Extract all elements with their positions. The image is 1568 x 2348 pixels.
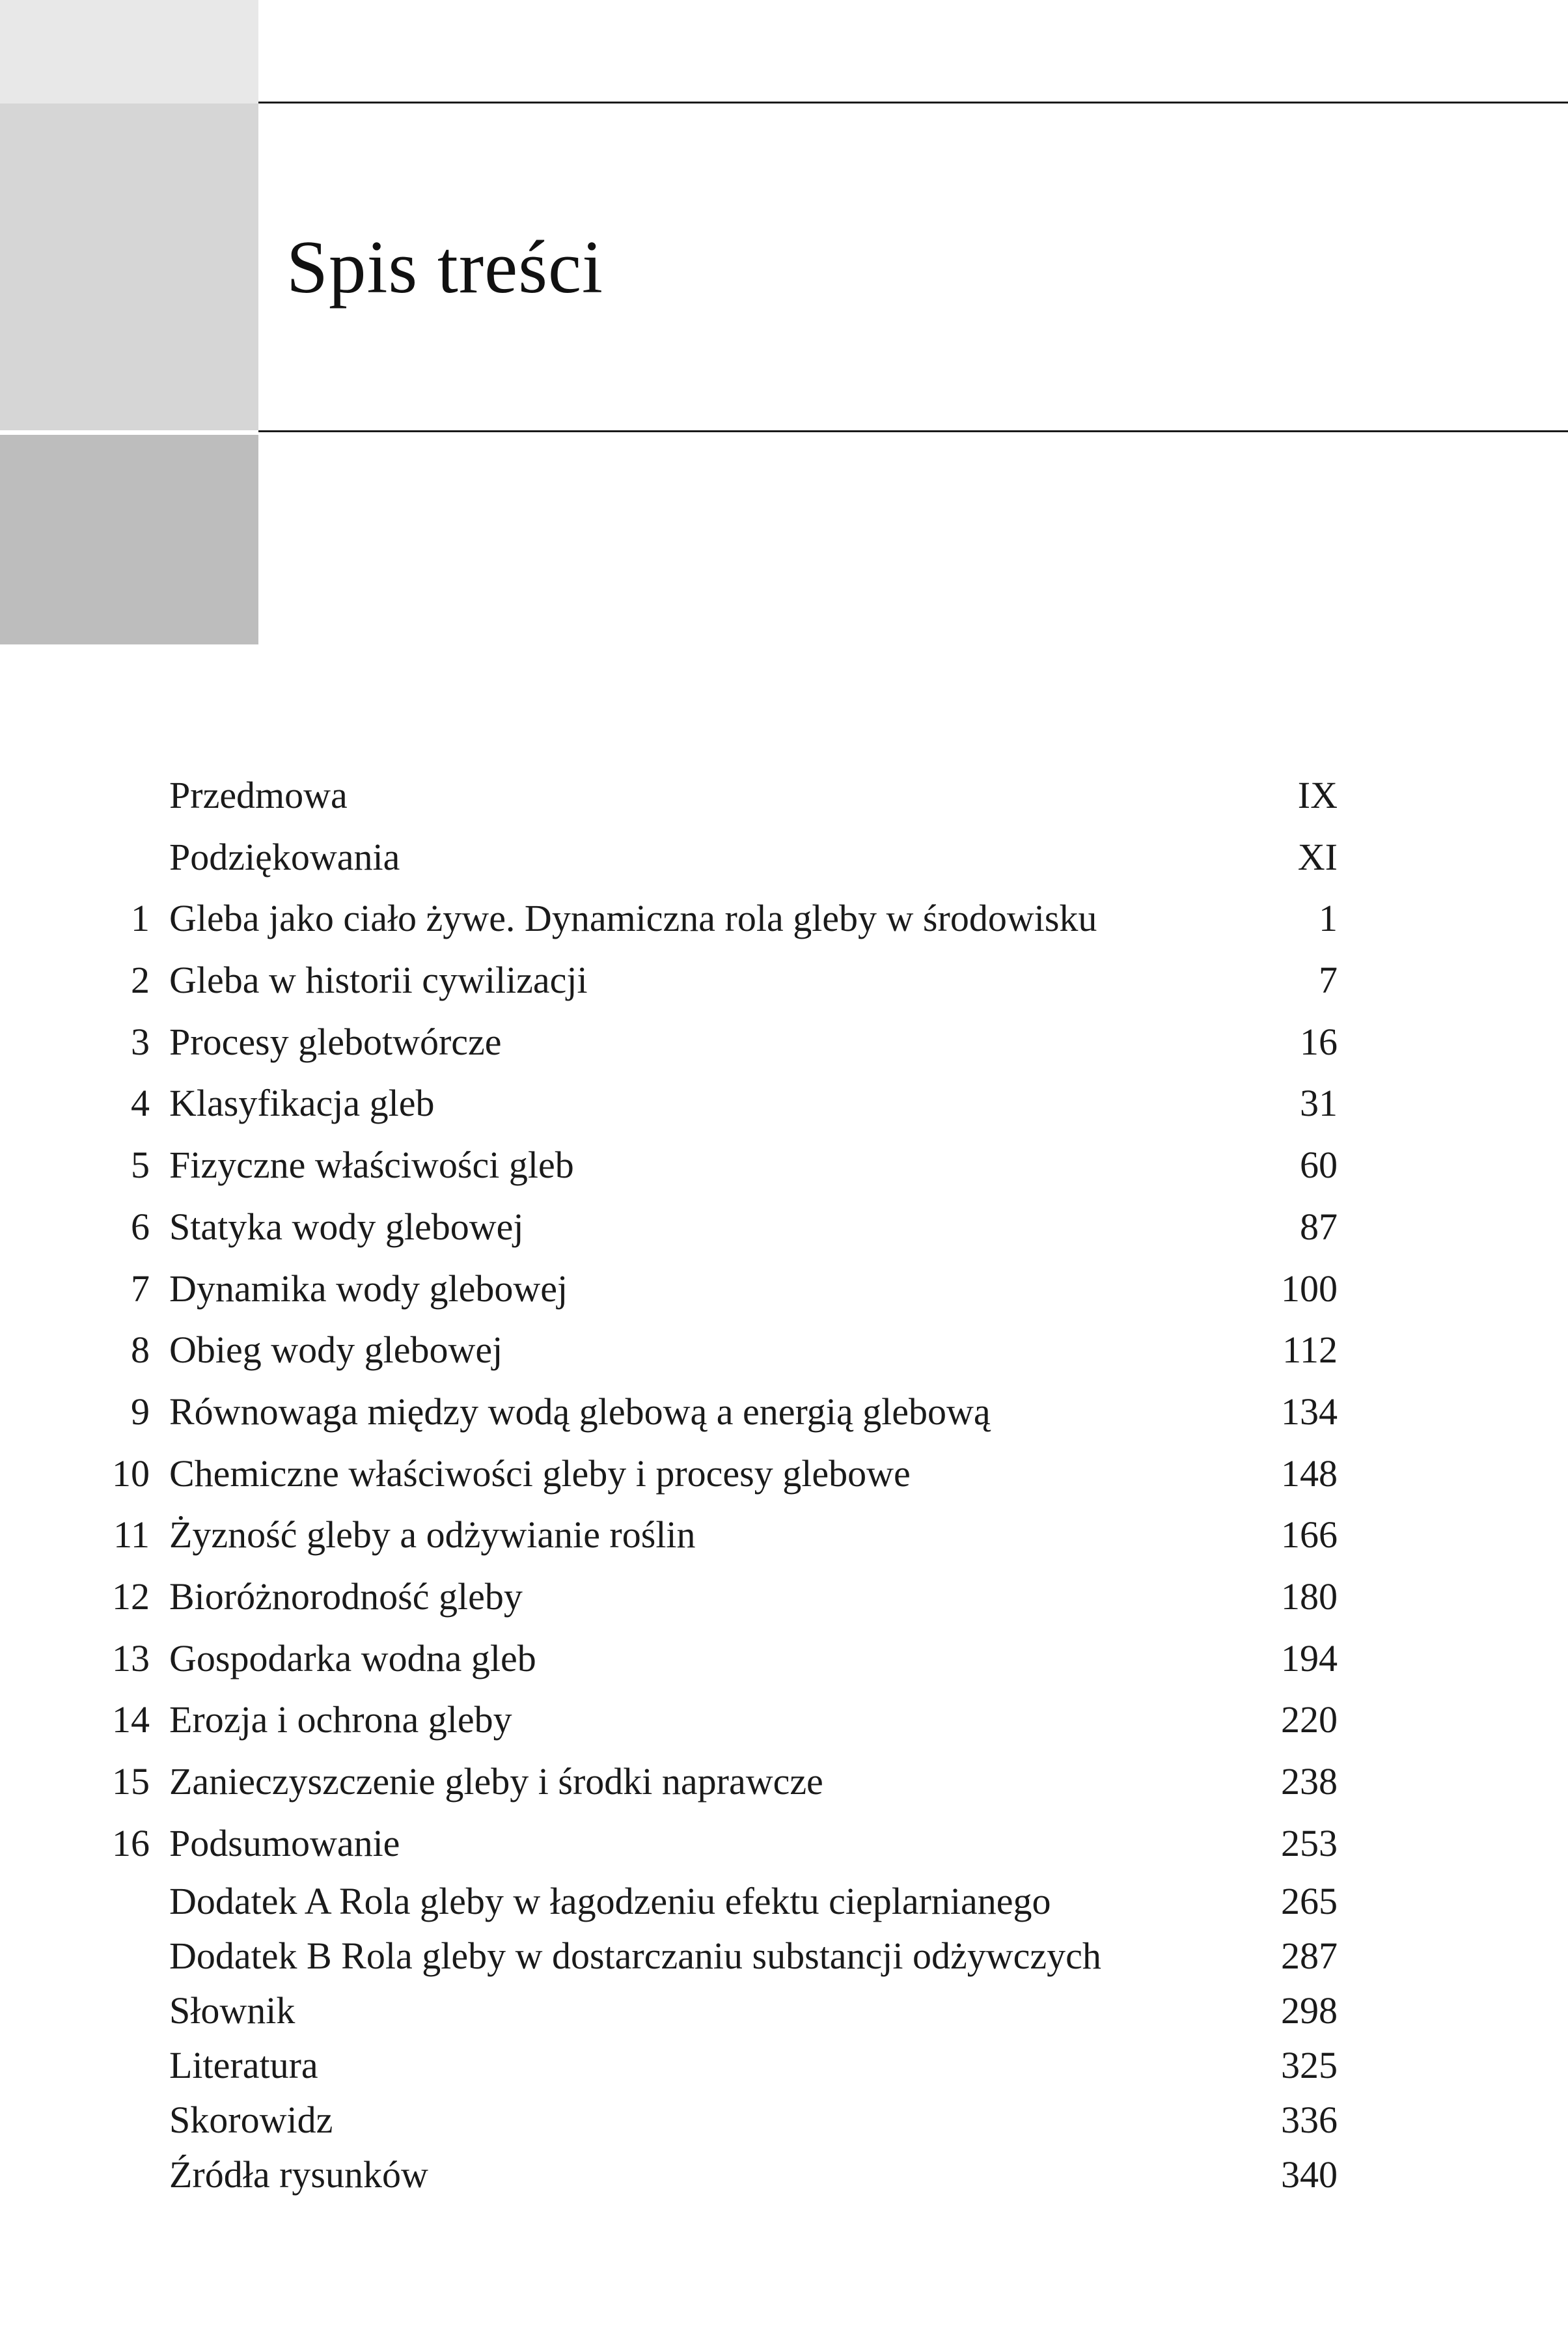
- toc-title: Chemiczne właściwości gleby i procesy glebowe: [169, 1452, 911, 1495]
- toc-title: Dodatek B Rola gleby w dostarczaniu substancji odżywczych: [169, 1935, 1101, 1978]
- toc-page-number: 325: [1281, 2044, 1338, 2087]
- toc-entry[interactable]: [98, 1983, 1373, 2038]
- toc-entry[interactable]: [98, 1443, 1373, 1505]
- toc-title: Erozja i ochrona gleby: [169, 1698, 512, 1741]
- toc-entry[interactable]: [98, 1196, 1373, 1258]
- toc-entry[interactable]: [98, 2148, 1373, 2202]
- toc-entry[interactable]: [98, 1135, 1373, 1196]
- toc-title: Skorowidz: [169, 2099, 333, 2142]
- toc-entry[interactable]: [98, 1929, 1373, 1983]
- header-rule-top: [258, 102, 1568, 104]
- toc-page-number: 16: [1300, 1020, 1338, 1063]
- toc-entry[interactable]: [98, 1504, 1373, 1566]
- toc-number: 11: [113, 1513, 150, 1556]
- toc-title: Gleba jako ciało żywe. Dynamiczna rola gleby w środowisku: [169, 897, 1097, 940]
- toc-entry[interactable]: [98, 2038, 1373, 2093]
- toc-entry[interactable]: [98, 1319, 1373, 1381]
- toc-title: Podsumowanie: [169, 1821, 400, 1864]
- toc-number: 10: [112, 1452, 150, 1495]
- toc-page-number: 166: [1281, 1513, 1338, 1556]
- toc-page-number: 238: [1281, 1760, 1338, 1802]
- toc-entry[interactable]: [98, 1381, 1373, 1443]
- toc-number: 8: [131, 1329, 150, 1372]
- toc-title: Równowaga między wodą glebową a energią glebową: [169, 1390, 991, 1433]
- toc-number: 9: [131, 1390, 150, 1433]
- toc-page-number: 1: [1319, 897, 1338, 940]
- toc-page-number: 100: [1281, 1267, 1338, 1310]
- toc-number: 15: [112, 1760, 150, 1802]
- toc-page-number: 287: [1281, 1935, 1338, 1978]
- toc-page-number: IX: [1297, 774, 1338, 816]
- toc-entry[interactable]: [98, 950, 1373, 1012]
- toc-page-number: 7: [1319, 959, 1338, 1002]
- toc-title: Słownik: [169, 1989, 296, 2032]
- toc-page-number: 336: [1281, 2099, 1338, 2142]
- toc-number: 14: [112, 1698, 150, 1741]
- toc-page-number: 265: [1281, 1880, 1338, 1923]
- toc-title: Źródła rysunków: [169, 2153, 428, 2196]
- toc-page-number: 220: [1281, 1698, 1338, 1741]
- header-rule-bottom: [258, 430, 1568, 432]
- toc-page-number: 60: [1300, 1144, 1338, 1187]
- toc-number: 4: [131, 1082, 150, 1125]
- decorative-block-bottom: [0, 435, 258, 644]
- toc-title: Bioróżnorodność gleby: [169, 1575, 523, 1618]
- toc-page-number: 194: [1281, 1637, 1338, 1679]
- toc-title: Klasyfikacja gleb: [169, 1082, 435, 1125]
- toc-entry[interactable]: [98, 765, 1373, 827]
- toc-entry[interactable]: [98, 1566, 1373, 1628]
- toc-page-number: 134: [1281, 1390, 1338, 1433]
- toc-title: Zanieczyszczenie gleby i środki naprawcze: [169, 1760, 823, 1802]
- toc-page-number: 340: [1281, 2153, 1338, 2196]
- toc-page-number: 148: [1281, 1452, 1338, 1495]
- decorative-block-middle: [0, 104, 258, 430]
- decorative-block-top: [0, 0, 258, 104]
- toc-entry[interactable]: [98, 1012, 1373, 1073]
- toc-entry[interactable]: [98, 1751, 1373, 1813]
- toc-page-number: 31: [1300, 1082, 1338, 1125]
- toc-page-number: 87: [1300, 1205, 1338, 1248]
- toc-entry[interactable]: [98, 1689, 1373, 1751]
- toc-number: 16: [112, 1821, 150, 1864]
- toc-title: Fizyczne właściwości gleb: [169, 1144, 574, 1187]
- toc-entry[interactable]: [98, 1628, 1373, 1690]
- toc-page-number: 298: [1281, 1989, 1338, 2032]
- toc-page-number: 180: [1281, 1575, 1338, 1618]
- toc-number: 2: [131, 959, 150, 1002]
- toc-title: Obieg wody glebowej: [169, 1329, 503, 1372]
- toc-title: Gospodarka wodna gleb: [169, 1637, 536, 1679]
- page-title: Spis treści: [286, 226, 603, 309]
- toc-number: 7: [131, 1267, 150, 1310]
- toc-entry[interactable]: [98, 1813, 1373, 1875]
- toc-number: 6: [131, 1205, 150, 1248]
- toc-title: Dodatek A Rola gleby w łagodzeniu efektu cieplarnianego: [169, 1880, 1051, 1923]
- toc-title: Gleba w historii cywilizacji: [169, 959, 588, 1002]
- toc-number: 13: [112, 1637, 150, 1679]
- toc-entry[interactable]: [98, 1073, 1373, 1135]
- toc-entry[interactable]: [98, 1258, 1373, 1320]
- toc-page-number: 253: [1281, 1821, 1338, 1864]
- toc-number: 12: [112, 1575, 150, 1618]
- toc-entry[interactable]: [98, 1874, 1373, 1929]
- toc-number: 1: [131, 897, 150, 940]
- toc-entry[interactable]: [98, 888, 1373, 950]
- toc-page-number: XI: [1297, 835, 1338, 878]
- toc-entry[interactable]: [98, 827, 1373, 889]
- toc-title: Statyka wody glebowej: [169, 1205, 524, 1248]
- toc-title: Żyzność gleby a odżywianie roślin: [169, 1513, 696, 1556]
- toc-title: Dynamika wody glebowej: [169, 1267, 568, 1310]
- toc-number: 5: [131, 1144, 150, 1187]
- toc-title: Przedmowa: [169, 774, 348, 816]
- toc-entry[interactable]: [98, 2093, 1373, 2148]
- toc-title: Procesy glebotwórcze: [169, 1020, 502, 1063]
- toc-title: Podziękowania: [169, 835, 400, 878]
- table-of-contents: [98, 765, 1373, 2202]
- toc-page-number: 112: [1282, 1329, 1338, 1372]
- toc-number: 3: [131, 1020, 150, 1063]
- toc-title: Literatura: [169, 2044, 318, 2087]
